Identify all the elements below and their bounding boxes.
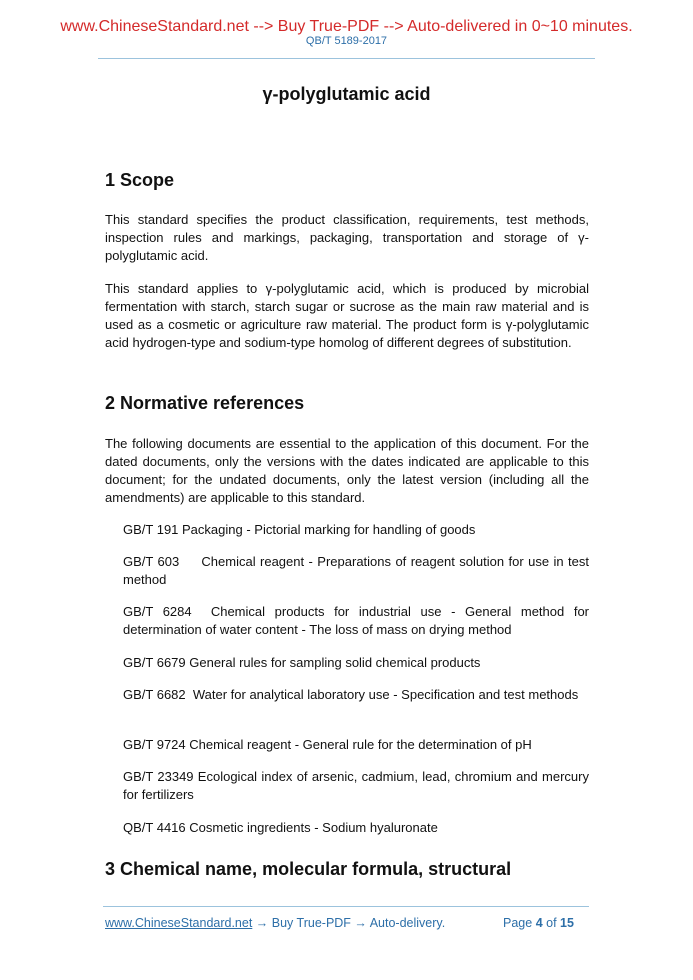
document-id: QB/T 5189-2017 [305, 35, 388, 47]
current-page: 4 [535, 916, 543, 930]
paragraph: The following documents are essential to the application of this document. For the dated documents, only the versions with the dates indicated are applicable to this document; for the undated documents, only the latest version (including all the amendments) are applicable to this standard. [105, 436, 589, 505]
reference-item: GB/T 603 Chemical reagent - Preparations of reagent solution for use in test method [123, 554, 593, 587]
reference-item: GB/T 6679 General rules for sampling solid chemical products [123, 655, 481, 670]
total-pages: 15 [560, 916, 574, 930]
footer-promo-text: → Buy True-PDF → Auto-delivery. [252, 916, 446, 930]
paragraph: This standard specifies the product classification, requirements, test methods, inspection rules and markings, packaging, transportation and storage of γ-polyglutamic acid. [105, 212, 589, 263]
section-heading-chemical-name: 3 Chemical name, molecular formula, structural [105, 859, 512, 879]
promo-banner: www.ChineseStandard.net --> Buy True-PDF --> Auto-delivered in 0~10 minutes. [60, 18, 633, 35]
header-divider [98, 58, 595, 59]
section-heading-scope: 1 Scope [105, 170, 175, 190]
paragraph: This standard applies to γ-polyglutamic acid, which is produced by microbial fermentation with starch, starch sugar or sucrose as the main raw material and is used as a cosmetic or agriculture raw material. The product form is γ-polyglutamic acid hydrogen-type and sodium-type homolog of different degrees of substitution. [105, 281, 589, 350]
reference-item: GB/T 6682 Water for analytical laboratory use - Specification and test methods [123, 687, 579, 702]
reference-item: GB/T 23349 Ecological index of arsenic, cadmium, lead, chromium and mercury for fertilizers [123, 769, 593, 802]
footer-promo [105, 916, 445, 930]
of-label: of [546, 916, 557, 930]
reference-item: QB/T 4416 Cosmetic ingredients - Sodium hyaluronate [123, 820, 438, 835]
document-title: γ-polyglutamic acid [262, 84, 431, 104]
section-heading-normative-references: 2 Normative references [105, 393, 305, 413]
page-indicator [503, 916, 574, 930]
footer-divider [103, 906, 589, 907]
reference-item: GB/T 6284 Chemical products for industrial use - General method for determination of water content - The loss of mass on drying method [123, 604, 593, 637]
footer-site-link[interactable]: www.ChineseStandard.net [105, 916, 253, 930]
reference-item: GB/T 191 Packaging - Pictorial marking for handling of goods [123, 522, 476, 537]
reference-item: GB/T 9724 Chemical reagent - General rule for the determination of pH [123, 737, 532, 752]
page-label: Page [503, 916, 533, 930]
